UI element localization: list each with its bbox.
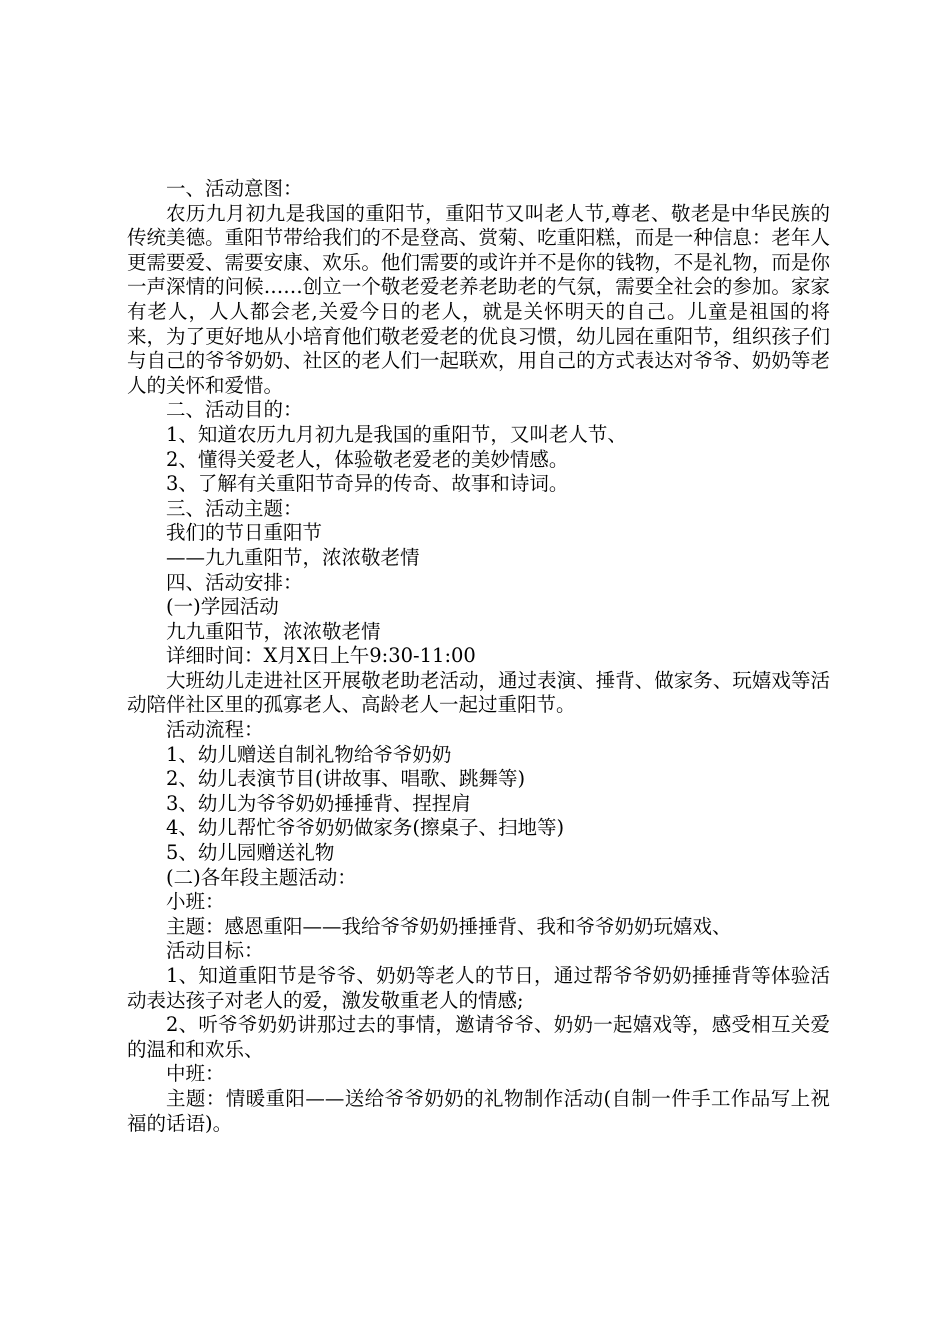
subsection-heading-grades: (二)各年段主题活动： [166,865,357,889]
campus-activity-time: 详细时间：X月X日上午9:30-11:00 [166,644,476,668]
process-item-2: 2、幼儿表演节目(讲故事、唱歌、跳舞等) [166,767,526,791]
process-item-1: 1、幼儿赠送自制礼物给爷爷奶奶 [166,742,452,766]
middle-class-theme: 主题：情暖重阳——送给爷爷奶奶的礼物制作活动(自制一件手工作品写上祝福的话语)。 [127,1086,830,1135]
campus-activity-description: 大班幼儿走进社区开展敬老助老活动，通过表演、捶背、做家务、玩嬉戏等活动陪伴社区里的孤寡老人、高龄老人一起过重阳节。 [127,668,830,717]
purpose-item-2: 2、懂得关爱老人，体验敬老爱老的美妙情感。 [166,447,569,471]
section-heading-intent: 一、活动意图： [166,177,303,200]
middle-class-heading: 中班： [166,1062,225,1086]
small-class-goal-1: 1、知道重阳节是爷爷、奶奶等老人的节日，通过帮爷爷奶奶捶捶背等体验活动表达孩子对老人的爱，激发敬重老人的情感; [127,964,830,1012]
process-item-4: 4、幼儿帮忙爷爷奶奶做家务(擦桌子、扫地等) [166,816,565,840]
process-heading: 活动流程： [166,718,264,742]
purpose-item-3: 3、了解有关重阳节奇异的传奇、故事和诗词。 [166,472,569,496]
process-item-5: 5、幼儿园赠送礼物 [166,841,335,865]
campus-activity-title: 九九重阳节，浓浓敬老情 [166,619,381,643]
subsection-heading-campus: (一)学园活动 [166,595,279,619]
small-class-goals-heading: 活动目标： [166,939,264,963]
small-class-goal-2: 2、听爷爷奶奶讲那过去的事情，邀请爷爷、奶奶一起嬉戏等，感受相互关爱的温和和欢乐、 [127,1013,830,1061]
section-heading-purpose: 二、活动目的： [166,398,303,422]
intent-paragraph: 农历九月初九是我国的重阳节，重阳节又叫老人节,尊老、敬老是中华民族的传统美德。重阳节带给我们的不是登高、赏菊、吃重阳糕，而是一种信息：老年人更需要爱、需要安康、欢乐。他们需要的或许并不是你的钱物，不是礼物，而是你一声深情的问候……创立一个敬老爱老养老助老的气氛，需要全社会的参加。家家有老人，人人都会老,关爱今日的老人，就是关怀明天的自己。儿童是祖国的将来，为了更好地从小培育他们敬老爱老的优良习惯，幼儿园在重阳节，组织孩子们与自己的爷爷奶奶、社区的老人们一起联欢，用自己的方式表达对爷爷、奶奶等老人的关怀和爱惜。 [127,201,830,397]
section-heading-theme: 三、活动主题： [166,496,303,520]
process-item-3: 3、幼儿为爷爷奶奶捶捶背、捏捏肩 [166,791,471,815]
purpose-item-1: 1、知道农历九月初九是我国的重阳节，又叫老人节、 [166,422,627,446]
theme-line-1: 我们的节日重阳节 [166,521,323,545]
small-class-theme: 主题：感恩重阳——我给爷爷奶奶捶捶背、我和爷爷奶奶玩嬉戏、 [166,914,732,938]
document-body [127,177,830,1136]
small-class-heading: 小班： [166,890,225,914]
theme-line-2: ——九九重阳节，浓浓敬老情 [166,545,420,569]
section-heading-arrangement: 四、活动安排： [166,570,303,594]
